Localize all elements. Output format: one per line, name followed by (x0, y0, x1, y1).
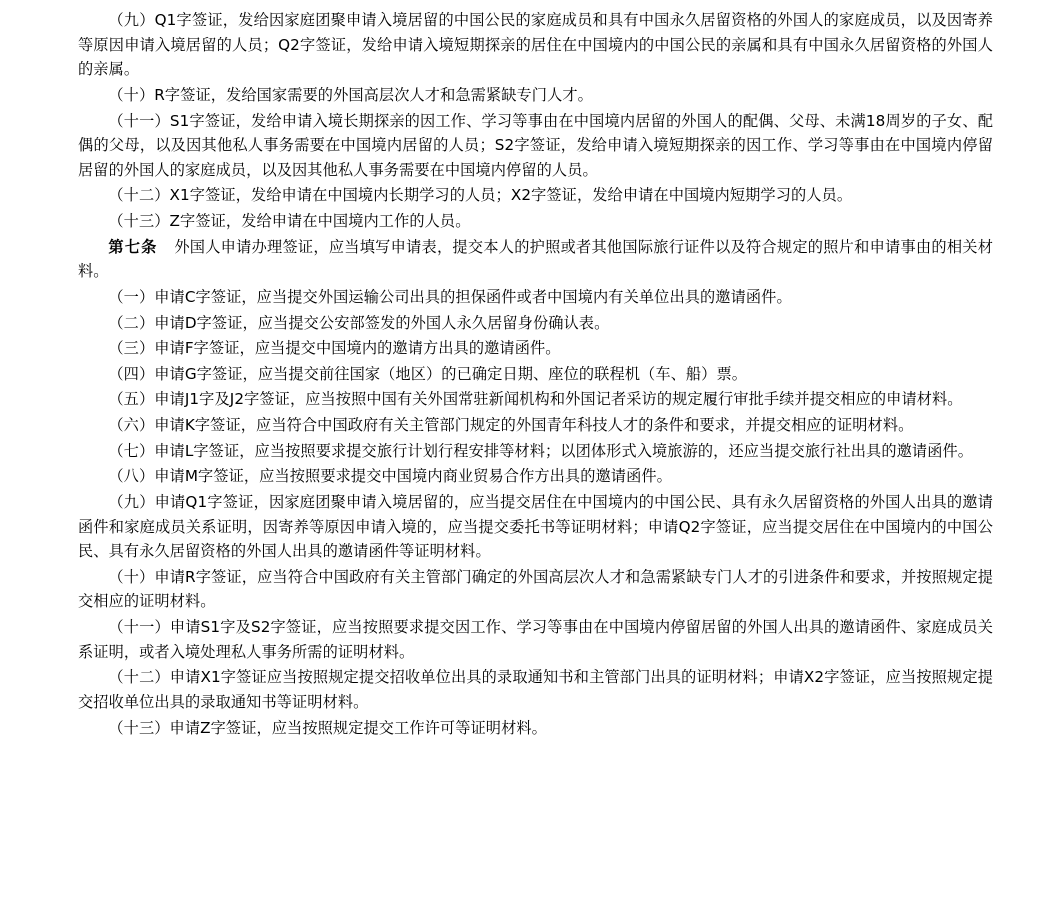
paragraph-article-7 (78, 235, 993, 284)
paragraph-item-13-visa-z: （十三）Z字签证，发给申请在中国境内工作的人员。 (108, 212, 471, 230)
paragraph-apply-2-visa-d: （二）申请D字签证，应当提交公安部签发的外国人永久居留身份确认表。 (108, 313, 610, 332)
paragraph-apply-11-visa-s: （十一）申请S1字及S2字签证，应当按照要求提交因工作、学习等事由在中国境内停留居留的外国人出具的邀请函件、家庭成员关系证明，或者入境处理私人事务所需的证明材料。 (78, 618, 993, 661)
article-body-text: 外国人申请办理签证，应当填写申请表，提交本人的护照或者其他国际旅行证件以及符合规定的照片和申请事由的相关材料。 (78, 237, 994, 281)
paragraph-apply-13-visa-z: （十三）申请Z字签证，应当按照规定提交工作许可等证明材料。 (108, 718, 547, 737)
paragraph-apply-10-visa-r: （十）申请R字签证，应当符合中国政府有关主管部门确定的外国高层次人才和急需紧缺专门人才的引进条件和要求，并按照规定提交相应的证明材料。 (78, 567, 993, 611)
paragraph-item-10-visa-r: （十）R字签证，发给国家需要的外国高层次人才和急需紧缺专门人才。 (108, 85, 593, 104)
paragraph-item-11-visa-s: （十一）S1字签证，发给申请入境长期探亲的因工作、学习等事由在中国境内居留的外国人的配偶、父母、未满18周岁的子女、配偶的父母，以及因其他私人事务需要在中国境内居留的人员；S2字签证，发给申请入境短期探亲的因工作、学习等事由在中国境内停留居留的外国人的家庭成员，以及因其他私人事务需要在中国境内停留的人员。 (78, 111, 993, 179)
paragraph-apply-12-visa-x: （十二）申请X1字签证应当按照规定提交招收单位出具的录取通知书和主管部门出具的证明材料；申请X2字签证，应当按照规定提交招收单位出具的录取通知书等证明材料。 (78, 668, 993, 711)
paragraph-apply-9-visa-q: （九）申请Q1字签证，因家庭团聚申请入境居留的，应当提交居住在中国境内的中国公民、具有永久居留资格的外国人出具的邀请函件和家庭成员关系证明，因寄养等原因申请入境的，应当提交委托书等证明材料；申请Q2字签证，应当提交居住在中国境内的中国公民、具有永久居留资格的外国人出具的邀请函件等证明材料。 (78, 492, 993, 561)
paragraph-apply-4-visa-g: （四）申请G字签证，应当提交前往国家（地区）的已确定日期、座位的联程机（车、船）票。 (108, 364, 748, 383)
paragraph-item-9-visa-q: （九）Q1字签证，发给因家庭团聚申请入境居留的中国公民的家庭成员和具有中国永久居留资格的外国人的家庭成员，以及因寄养等原因申请入境居留的人员；Q2字签证，发给申请入境短期探亲的居住在中国境内的中国公民的亲属和具有中国永久居留资格的外国人的亲属。 (78, 11, 993, 79)
article-number-label: 第七条 (108, 237, 158, 256)
paragraph-apply-1-visa-c: （一）申请C字签证，应当提交外国运输公司出具的担保函件或者中国境内有关单位出具的邀请函件。 (108, 287, 792, 306)
paragraph-apply-5-visa-j: （五）申请J1字及J2字签证，应当按照中国有关外国常驻新闻机构和外国记者采访的规定履行审批手续并提交相应的申请材料。 (108, 390, 963, 409)
paragraph-item-12-visa-x: （十二）X1字签证，发给申请在中国境内长期学习的人员；X2字签证，发给申请在中国境内短期学习的人员。 (108, 186, 853, 205)
paragraph-apply-6-visa-k: （六）申请K字签证，应当符合中国政府有关主管部门规定的外国青年科技人才的条件和要求，并提交相应的证明材料。 (108, 416, 914, 434)
paragraph-apply-3-visa-f: （三）申请F字签证，应当提交中国境内的邀请方出具的邀请函件。 (108, 339, 561, 358)
paragraph-apply-8-visa-m: （八）申请M字签证，应当按照要求提交中国境内商业贸易合作方出具的邀请函件。 (108, 467, 672, 486)
paragraph-apply-7-visa-l: （七）申请L字签证，应当按照要求提交旅行计划行程安排等材料；以团体形式入境旅游的，还应当提交旅行社出具的邀请函件。 (108, 441, 974, 460)
